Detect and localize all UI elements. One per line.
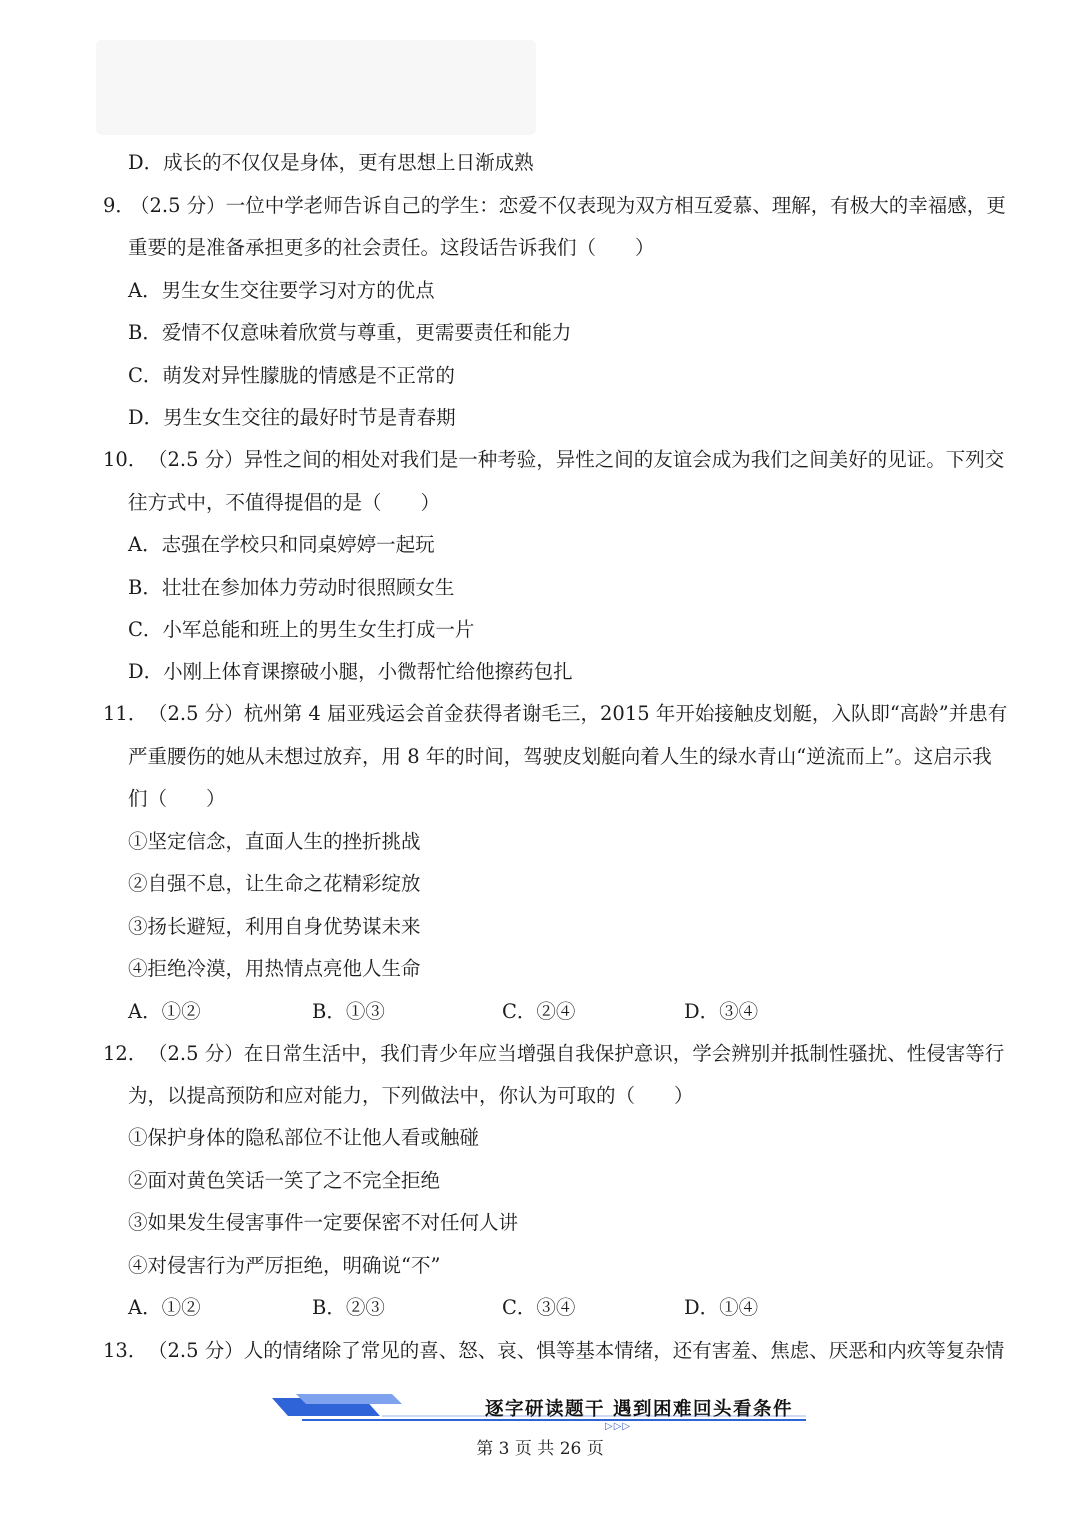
option-c: C．萌发对异性朦胧的情感是不正常的 <box>128 364 455 387</box>
banner-stripe <box>296 1394 402 1404</box>
question-stem: 们（ ） <box>128 787 226 810</box>
choice-c: C．②④ <box>502 1000 576 1023</box>
question-stem: （2.5 分）人的情绪除了常见的喜、怒、哀、惧等基本情绪，还有害羞、焦虑、厌恶和内疚等复杂情 <box>148 1339 1005 1362</box>
option-b: B．爱情不仅意味着欣赏与尊重，更需要责任和能力 <box>128 321 572 344</box>
arrow-icons: ▷▷▷ <box>605 1421 632 1432</box>
choice-c: C．③④ <box>502 1296 576 1319</box>
option-a: A．志强在学校只和同桌婷婷一起玩 <box>128 533 435 556</box>
option-c: C．小军总能和班上的男生女生打成一片 <box>128 618 475 641</box>
statement-3: ③如果发生侵害事件一定要保密不对任何人讲 <box>128 1211 519 1234</box>
choice-b: B．②③ <box>312 1296 385 1319</box>
option-a: A．男生女生交往要学习对方的优点 <box>128 279 435 302</box>
question-stem: （2.5 分）异性之间的相处对我们是一种考验，异性之间的友谊会成为我们之间美好的见证。下列交 <box>148 448 1005 471</box>
q8-option-d: D．成长的不仅仅是身体，更有思想上日渐成熟 <box>128 151 534 174</box>
question-stem: 为，以提高预防和应对能力，下列做法中，你认为可取的（ ） <box>128 1084 694 1107</box>
statement-2: ②面对黄色笑话一笑了之不完全拒绝 <box>128 1169 441 1192</box>
question-number: 12． <box>103 1042 148 1065</box>
question-stem: 重要的是准备承担更多的社会责任。这段话告诉我们（ ） <box>128 236 655 259</box>
choice-a: A．①② <box>128 1000 201 1023</box>
faded-scan-area <box>96 40 536 135</box>
question-stem: 严重腰伤的她从未想过放弃，用 8 年的时间，驾驶皮划艇向着人生的绿水青山“逆流而上”。这启示我 <box>128 745 992 768</box>
statement-1: ①保护身体的隐私部位不让他人看或触碰 <box>128 1126 480 1149</box>
question-number: 10． <box>103 448 148 471</box>
question-stem: 往方式中，不值得提倡的是（ ） <box>128 491 441 514</box>
statement-4: ④对侵害行为严厉拒绝，明确说“不” <box>128 1254 441 1277</box>
choice-a: A．①② <box>128 1296 201 1319</box>
question-stem: （2.5 分）一位中学老师告诉自己的学生：恋爱不仅表现为双方相互爱慕、理解，有极大的幸福感，更 <box>130 194 1006 217</box>
statement-4: ④拒绝冷漠，用热情点亮他人生命 <box>128 957 421 980</box>
option-d: D．小刚上体育课擦破小腿，小微帮忙给他擦药包扎 <box>128 660 573 683</box>
statement-3: ③扬长避短，利用自身优势谋未来 <box>128 915 421 938</box>
choice-d: D．①④ <box>684 1296 759 1319</box>
page-number: 第 3 页 共 26 页 <box>476 1439 604 1459</box>
question-stem: （2.5 分）杭州第 4 届亚残运会首金获得者谢毛三，2015 年开始接触皮划艇，入队即“高龄”并患有 <box>148 702 1008 725</box>
statement-1: ①坚定信念，直面人生的挫折挑战 <box>128 830 421 853</box>
footer-slogan: 逐字研读题干 遇到困难回头看条件 <box>485 1399 793 1420</box>
choice-b: B．①③ <box>312 1000 385 1023</box>
question-number: 11． <box>103 702 148 725</box>
question-stem: （2.5 分）在日常生活中，我们青少年应当增强自我保护意识，学会辨别并抵制性骚扰、性侵害等行 <box>148 1042 1005 1065</box>
question-number: 13． <box>103 1339 148 1362</box>
option-b: B．壮壮在参加体力劳动时很照顾女生 <box>128 576 455 599</box>
question-number: 9． <box>103 194 135 217</box>
statement-2: ②自强不息，让生命之花精彩绽放 <box>128 872 421 895</box>
option-d: D．男生女生交往的最好时节是青春期 <box>128 406 456 429</box>
choice-d: D．③④ <box>684 1000 759 1023</box>
